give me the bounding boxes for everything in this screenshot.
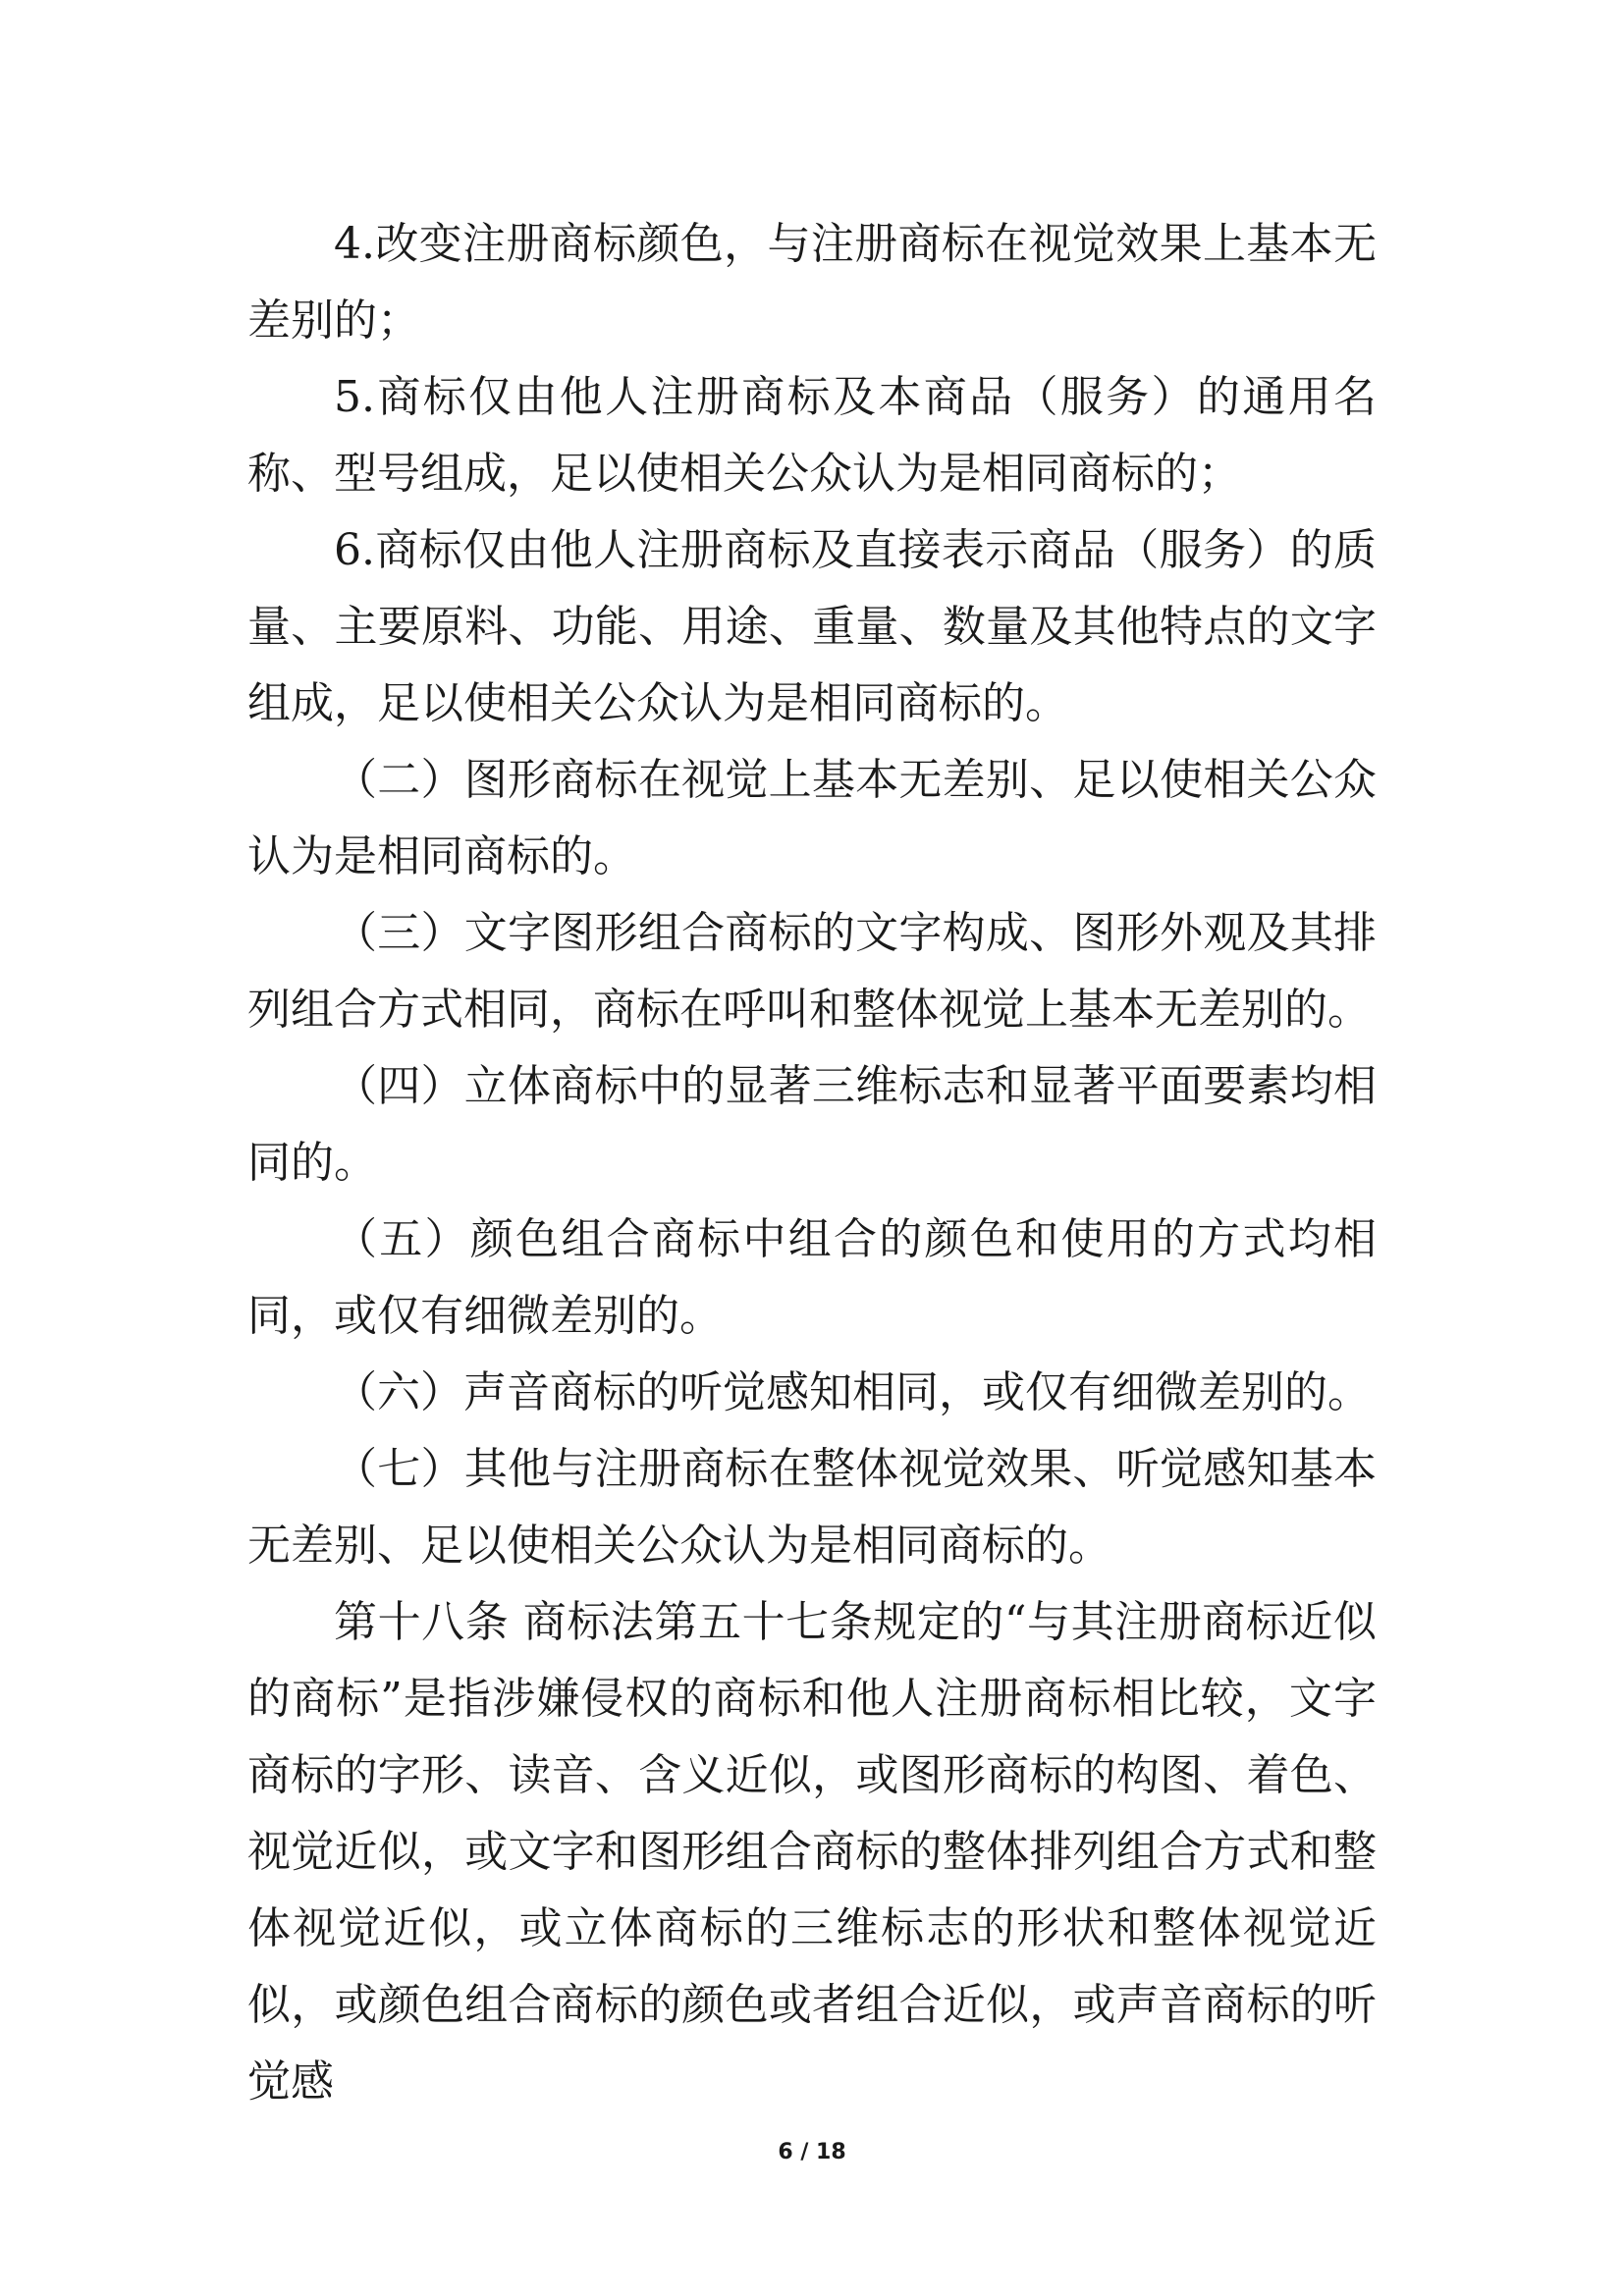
paragraph-clause-2: （二）图形商标在视觉上基本无差别、足以使相关公众认为是相同商标的。 [247,755,1377,881]
paragraph-clause-3: （三）文字图形组合商标的文字构成、图形外观及其排列组合方式相同，商标在呼叫和整体视觉上基本无差别的。 [247,908,1377,1035]
body-text [247,206,1377,2120]
paragraph-clause-5: （五）颜色组合商标中组合的颜色和使用的方式均相同，或仅有细微差别的。 [247,1214,1377,1341]
paragraph-article-18: 第十八条 商标法第五十七条规定的“与其注册商标近似的商标”是指涉嫌侵权的商标和他人注册商标相比较，文字商标的字形、读音、含义近似，或图形商标的构图、着色、视觉近似，或文字和图形组合商标的整体排列组合方式和整体视觉近似，或立体商标的三维标志的形状和整体视觉近似，或颜色组合商标的颜色或者组合近似，或声音商标的听觉感 [247,1597,1377,2107]
paragraph-clause-6: （六）声音商标的听觉感知相同，或仅有细微差别的。 [334,1367,1371,1417]
paragraph-item-4: 4.改变注册商标颜色，与注册商标在视觉效果上基本无差别的； [247,219,1377,346]
paragraph-clause-4: （四）立体商标中的显著三维标志和显著平面要素均相同的。 [247,1061,1377,1188]
paragraph-item-6: 6.商标仅由他人注册商标及直接表示商品（服务）的质量、主要原料、功能、用途、重量、数量及其他特点的文字组成，足以使相关公众认为是相同商标的。 [247,525,1377,728]
paragraph-item-5: 5.商标仅由他人注册商标及本商品（服务）的通用名称、型号组成，足以使相关公众认为是相同商标的； [247,372,1377,499]
page-number: 6 / 18 [778,2140,846,2164]
paragraph-clause-7: （七）其他与注册商标在整体视觉效果、听觉感知基本无差别、足以使相关公众认为是相同商标的。 [247,1444,1377,1571]
